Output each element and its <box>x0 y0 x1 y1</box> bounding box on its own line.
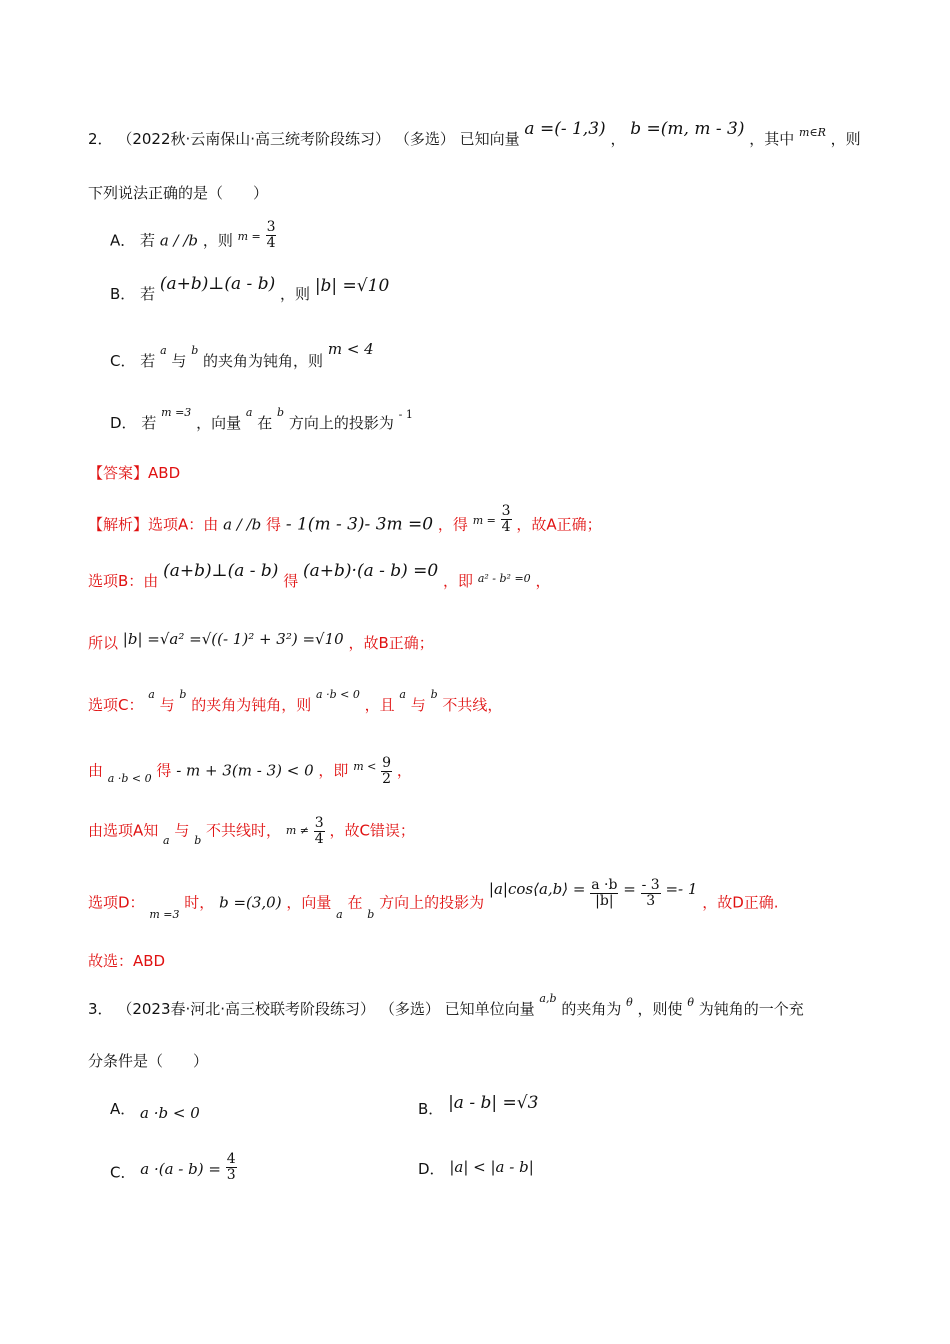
option-text: 方向上的投影为 <box>288 414 394 432</box>
analysis-text: ，故C错误； <box>329 821 415 840</box>
option-text: ，则 <box>280 285 311 303</box>
denominator: 3 <box>226 1166 236 1183</box>
denominator: 4 <box>501 518 511 535</box>
math: (a+b)⊥(a - b) <box>163 561 279 581</box>
math: b <box>430 688 438 701</box>
analysis-text: 与 <box>174 821 190 840</box>
q3-option-a <box>110 1098 200 1122</box>
math: a <box>163 833 170 847</box>
numerator: - 3 <box>641 877 660 893</box>
analysis-text: 得 <box>156 761 172 780</box>
math: m = <box>237 229 261 243</box>
option-text: 与 <box>171 352 187 370</box>
math: (a+b)·(a - b) =0 <box>303 561 439 581</box>
stem-text: 已知向量 <box>459 130 520 148</box>
q3-stem-line2 <box>88 1050 208 1071</box>
analysis-line1 <box>88 503 602 540</box>
denominator: |b| <box>595 892 614 909</box>
analysis-line5 <box>88 756 412 786</box>
analysis-conclusion <box>88 950 165 971</box>
analysis-text: ，得 <box>437 515 468 534</box>
math: a ·b < 0 <box>140 1104 200 1122</box>
numerator: 3 <box>266 219 276 235</box>
math: a <box>399 688 406 701</box>
option-text: 若 <box>140 285 156 303</box>
option-label: A． <box>110 231 136 250</box>
analysis-label: 【解析】 <box>88 515 149 534</box>
analysis-text: 与 <box>410 696 426 714</box>
numerator: 4 <box>226 1151 236 1167</box>
stem-text: 下列说法正确的是（ ） <box>88 184 269 202</box>
analysis-text: 由 <box>88 761 104 780</box>
math: θ <box>687 996 694 1009</box>
vector-a-def: a =(- 1,3) <box>524 119 606 139</box>
analysis-text: ，且 <box>364 696 395 714</box>
denominator: 3 <box>646 892 656 909</box>
analysis-text: 得 <box>283 572 299 590</box>
analysis-text: 不共线， <box>442 696 503 714</box>
answer-value: ABD <box>148 464 181 482</box>
fraction <box>381 756 392 786</box>
question-source: （2023春·河北·高三校联考阶段练习） <box>117 1000 376 1018</box>
math: a <box>160 344 167 357</box>
math: - m + 3(m - 3) < 0 <box>176 761 314 780</box>
analysis-text: ，故D正确. <box>702 893 779 912</box>
math: - 1(m - 3)- 3m =0 <box>285 514 434 535</box>
answer-line <box>88 462 180 483</box>
analysis-text: 与 <box>159 696 175 714</box>
fraction <box>314 816 325 846</box>
math: θ <box>626 996 633 1009</box>
analysis-text: ， <box>396 761 412 780</box>
math: - 1 <box>398 408 413 421</box>
q2-option-b <box>110 274 390 304</box>
q2-stem-line2 <box>88 182 268 203</box>
question-type: （多选） <box>394 130 455 148</box>
option-text: 若 <box>140 352 156 370</box>
math: a / /b <box>159 231 199 250</box>
math: |a| < |a - b| <box>449 1158 534 1176</box>
analysis-text: ，即 <box>318 761 349 780</box>
analysis-line2 <box>88 561 551 591</box>
option-label: C． <box>110 1163 136 1182</box>
math: b <box>277 406 285 419</box>
numerator: 3 <box>501 503 511 519</box>
math: m < <box>353 759 377 773</box>
stem-text: ，则 <box>830 130 861 148</box>
q3-stem-line1 <box>88 992 804 1019</box>
denominator: 2 <box>382 770 392 787</box>
analysis-text: 所以 <box>88 634 119 652</box>
math: m ≠ <box>285 823 309 837</box>
q2-stem-line1 <box>88 119 861 149</box>
math: a,b <box>539 992 557 1005</box>
question-number: 3． <box>88 1000 113 1018</box>
math: |a - b| =√3 <box>448 1093 539 1113</box>
math: m < 4 <box>327 340 374 358</box>
analysis-text: 不共线时， <box>206 821 282 840</box>
vector-b-def: b =(m, m - 3) <box>630 119 745 139</box>
math: a ·b < 0 <box>107 771 152 785</box>
math: a / /b <box>223 515 262 534</box>
analysis-text: ， <box>535 572 551 590</box>
analysis-text: ，向量 <box>286 893 332 912</box>
stem-text: ，其中 <box>749 130 795 148</box>
fraction <box>226 1152 237 1182</box>
fraction <box>266 220 277 250</box>
analysis-text: 选项B：由 <box>88 572 159 590</box>
analysis-line4 <box>88 688 503 715</box>
math: a <box>245 406 253 419</box>
analysis-line3 <box>88 632 434 653</box>
math: a² - b² =0 <box>477 572 531 585</box>
q3-option-b <box>418 1093 539 1119</box>
analysis-text: 在 <box>347 893 363 912</box>
denominator: 4 <box>266 234 276 251</box>
fraction <box>641 878 661 908</box>
option-label: D． <box>110 414 137 432</box>
analysis-text: 得 <box>266 515 282 534</box>
q2-option-d <box>110 406 413 433</box>
analysis-text: ，故B正确； <box>348 634 434 652</box>
fraction <box>590 878 618 908</box>
math: b <box>191 344 199 357</box>
analysis-text: ，即 <box>443 572 474 590</box>
math: b <box>179 688 187 701</box>
m-real: m∈R <box>799 126 826 139</box>
question-type: （多选） <box>379 1000 440 1018</box>
analysis-line6 <box>88 816 415 846</box>
analysis-text: 方向上的投影为 <box>379 893 485 912</box>
math: |b| =√a² =√((- 1)² + 3²) =√10 <box>122 630 344 648</box>
math: (a+b)⊥(a - b) <box>159 274 276 294</box>
math: |b| =√10 <box>314 276 390 296</box>
math: m =3 <box>161 406 192 419</box>
option-label: B． <box>110 285 136 303</box>
stem-text: 分条件是（ ） <box>88 1052 209 1070</box>
math: b <box>367 907 375 921</box>
math: = <box>623 879 636 898</box>
q2-option-c <box>110 340 374 371</box>
math: a <box>336 907 343 921</box>
question-number: 2． <box>88 130 113 148</box>
analysis-text: 时， <box>184 893 215 912</box>
answer-label: 【答案】 <box>88 464 149 482</box>
option-text: 的夹角为钝角，则 <box>203 352 324 370</box>
option-label: C． <box>110 352 136 370</box>
option-text: 若 <box>140 231 156 250</box>
stem-text: 为钝角的一个充 <box>698 1000 804 1018</box>
numerator: 3 <box>314 815 324 831</box>
conclusion-text: 故选：ABD <box>88 952 166 970</box>
numerator: 9 <box>382 755 392 771</box>
q3-option-c <box>110 1151 237 1188</box>
math: m = <box>472 513 496 527</box>
numerator: a ·b <box>591 877 618 893</box>
stem-text: 的夹角为 <box>561 1000 622 1018</box>
analysis-text: 的夹角为钝角，则 <box>191 696 312 714</box>
option-text: ，向量 <box>196 414 242 432</box>
analysis-text: 选项C： <box>88 696 144 714</box>
option-text: 若 <box>141 414 157 432</box>
math: b =(3,0) <box>219 893 282 912</box>
analysis-line7 <box>88 877 779 921</box>
math: a ·b < 0 <box>316 688 360 701</box>
q2-option-a <box>110 219 276 256</box>
option-text: 在 <box>257 414 273 432</box>
math: =- 1 <box>665 879 698 898</box>
option-text: ，则 <box>202 231 233 250</box>
denominator: 4 <box>314 830 324 847</box>
math: b <box>194 833 202 847</box>
stem-text: ， <box>610 130 626 148</box>
question-source: （2022秋·云南保山·高三统考阶段练习） <box>117 130 391 148</box>
option-label: A． <box>110 1100 136 1118</box>
analysis-text: ，故A正确； <box>516 515 602 534</box>
math: a ·(a - b) = <box>140 1159 221 1178</box>
math: |a|cos⟨a,b⟩ = <box>488 879 586 898</box>
fraction <box>501 504 512 534</box>
analysis-text: 选项A：由 <box>148 515 219 534</box>
math: a <box>148 688 155 701</box>
analysis-text: 选项D： <box>88 893 145 912</box>
stem-text: ，则使 <box>637 1000 683 1018</box>
option-label: D． <box>418 1160 445 1178</box>
option-label: B． <box>418 1100 444 1118</box>
math: m =3 <box>149 907 180 921</box>
analysis-text: 由选项A知 <box>88 821 159 840</box>
stem-text: 已知单位向量 <box>444 1000 535 1018</box>
q3-option-d <box>418 1158 534 1179</box>
